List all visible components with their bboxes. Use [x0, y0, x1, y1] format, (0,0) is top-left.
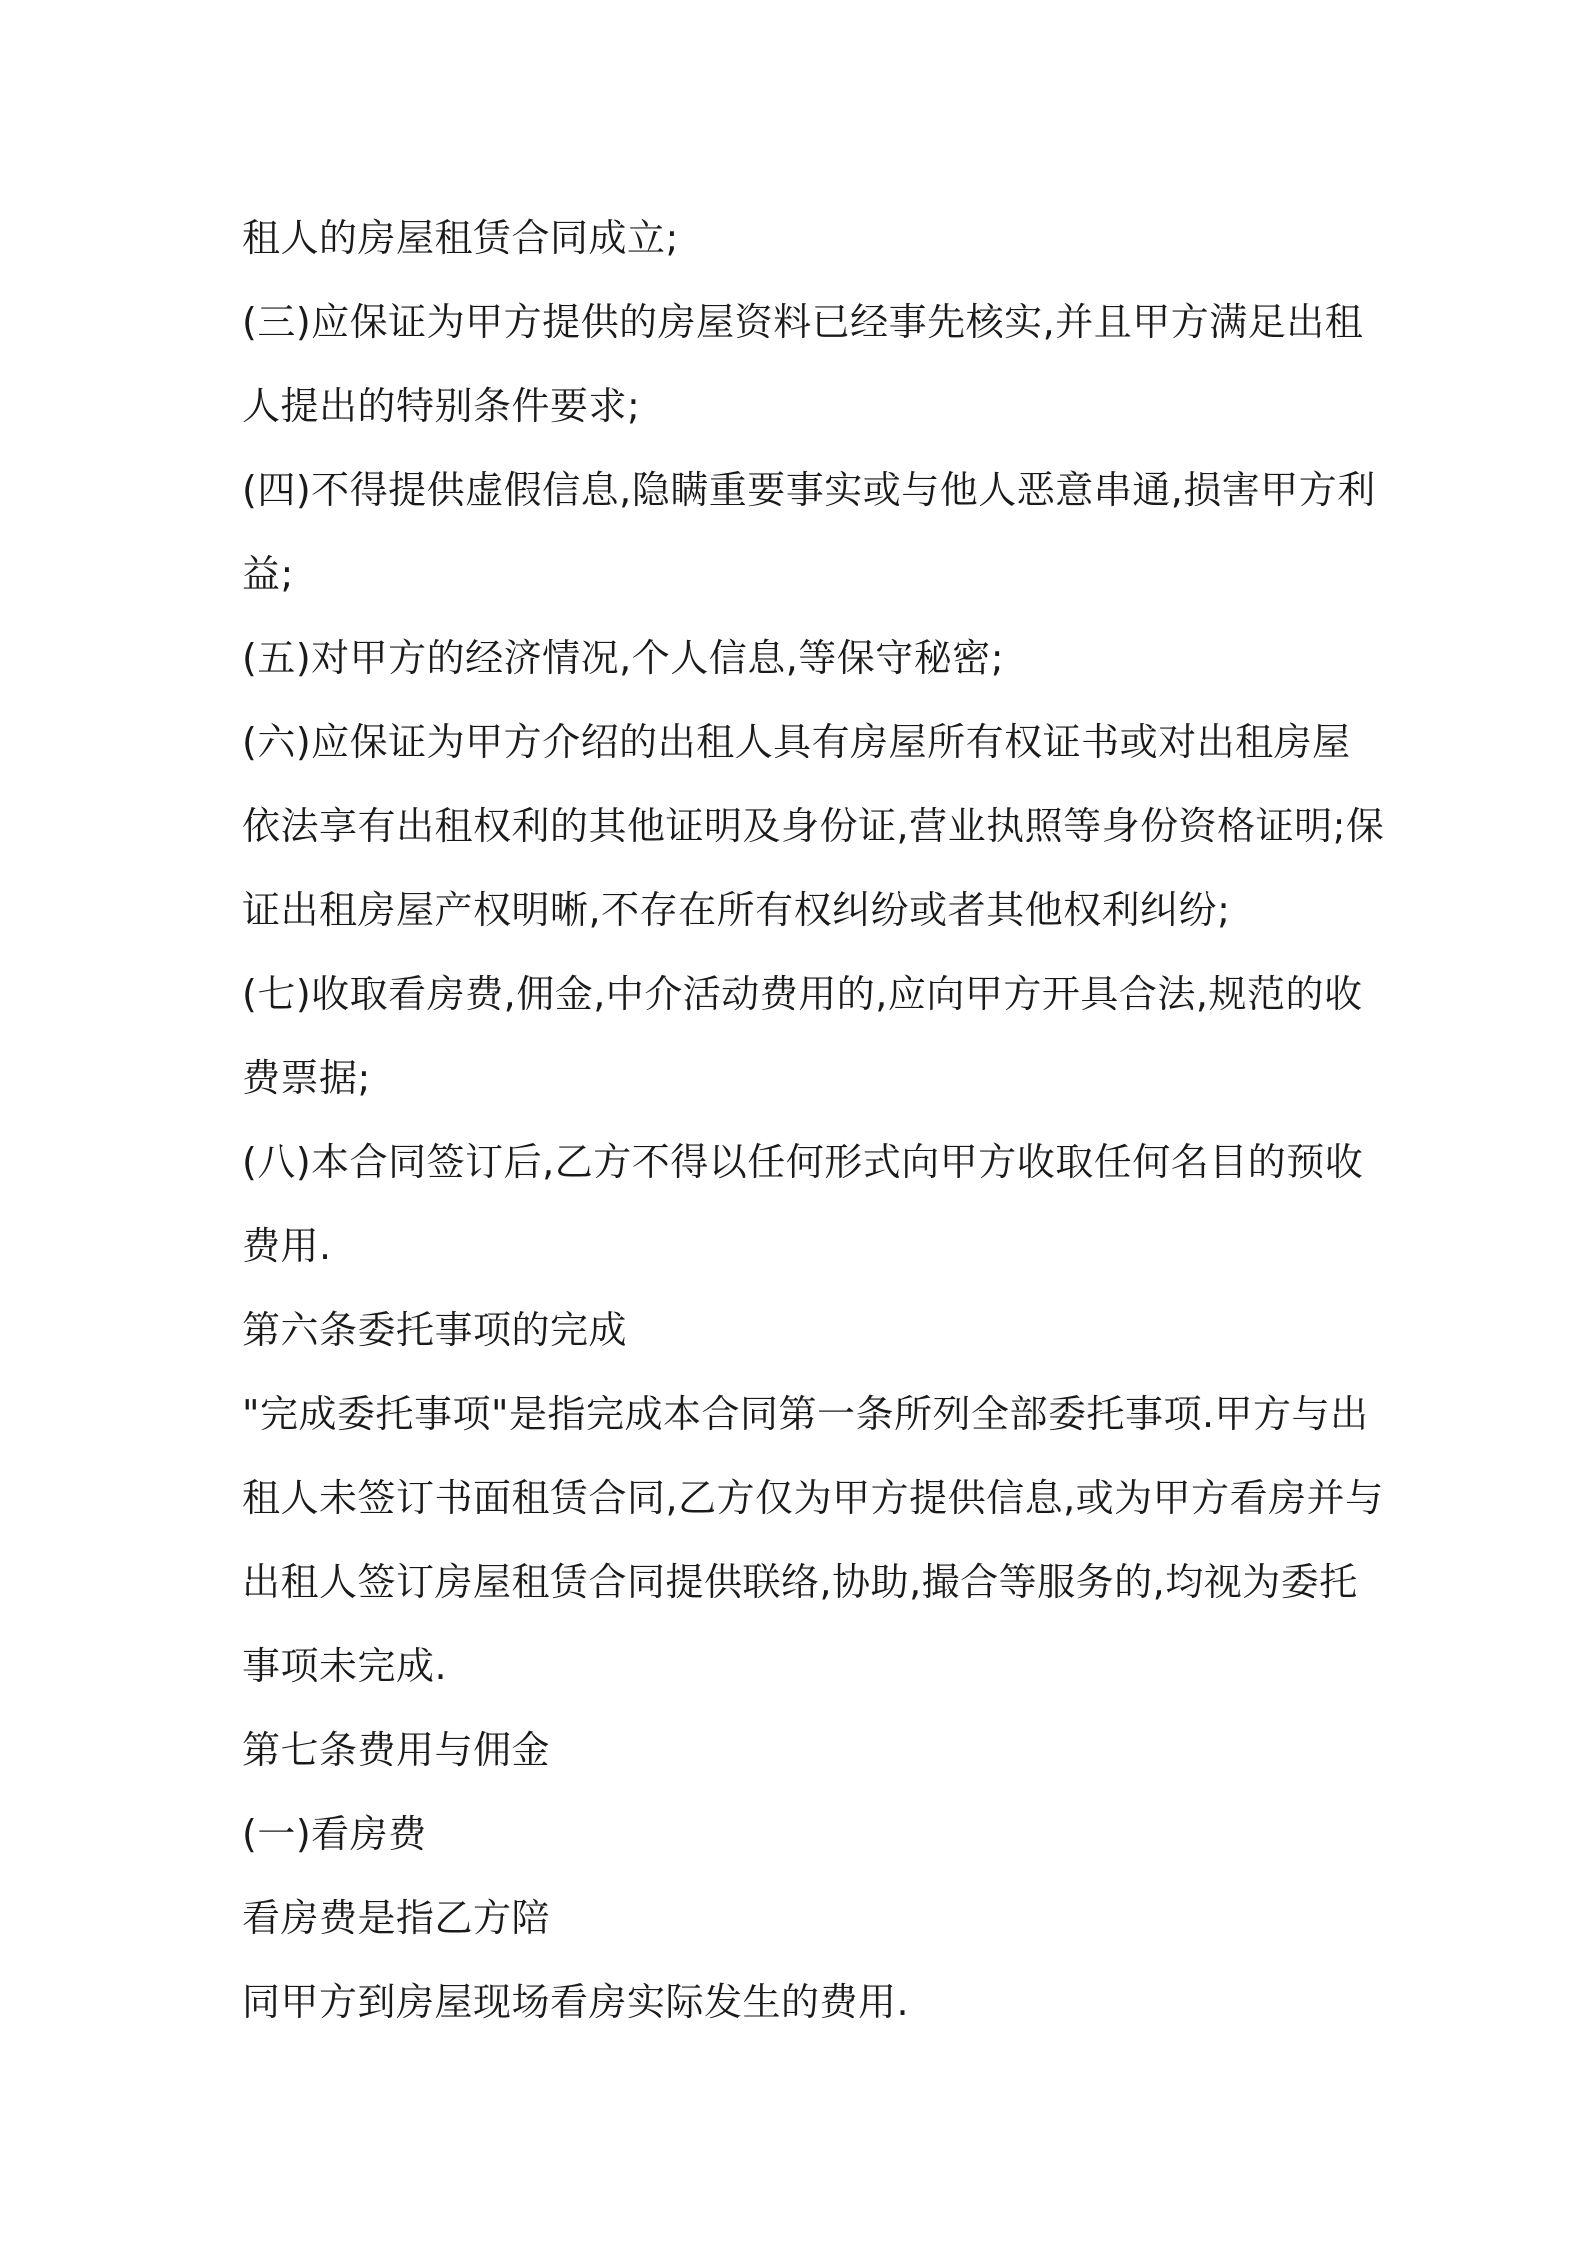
text-line: 人提出的特别条件要求; [242, 384, 641, 428]
text-line: "完成委托事项"是指完成本合同第一条所列全部委托事项.甲方与出 [242, 1392, 1369, 1436]
text-line: 费票据; [242, 1056, 371, 1100]
text-line: 出租人签订房屋租赁合同提供联络,协助,撮合等服务的,均视为委托 [242, 1560, 1358, 1604]
text-line: (三)应保证为甲方提供的房屋资料已经事先核实,并且甲方满足出租 [242, 300, 1364, 344]
text-line: (四)不得提供虚假信息,隐瞒重要事实或与他人恶意串通,损害甲方利 [242, 468, 1376, 512]
text-line: (八)本合同签订后,乙方不得以任何形式向甲方收取任何名目的预收 [242, 1140, 1364, 1184]
text-line: 事项未完成. [242, 1644, 448, 1688]
section-heading: 第六条委托事项的完成 [242, 1308, 628, 1352]
text-line: 益; [242, 552, 294, 596]
document-body [242, 196, 1385, 2044]
text-line: 依法享有出租权利的其他证明及身份证,营业执照等身份资格证明;保 [242, 804, 1385, 848]
text-line: 租人的房屋租赁合同成立; [242, 216, 679, 260]
text-line: 租人未签订书面租赁合同,乙方仅为甲方提供信息,或为甲方看房并与 [242, 1476, 1384, 1520]
section-heading: 第七条费用与佣金 [242, 1728, 551, 1772]
subsection-heading: (一)看房费 [242, 1812, 427, 1856]
text-line: (七)收取看房费,佣金,中介活动费用的,应向甲方开具合法,规范的收 [242, 972, 1363, 1016]
text-line: 费用. [242, 1224, 332, 1268]
text-line: (六)应保证为甲方介绍的出租人具有房屋所有权证书或对出租房屋 [242, 720, 1351, 764]
text-line: 看房费是指乙方陪 [242, 1896, 551, 1940]
text-line: 同甲方到房屋现场看房实际发生的费用. [242, 1980, 910, 2024]
text-line: (五)对甲方的经济情况,个人信息,等保守秘密; [242, 636, 1005, 680]
text-line: 证出租房屋产权明晰,不存在所有权纠纷或者其他权利纠纷; [242, 888, 1231, 932]
